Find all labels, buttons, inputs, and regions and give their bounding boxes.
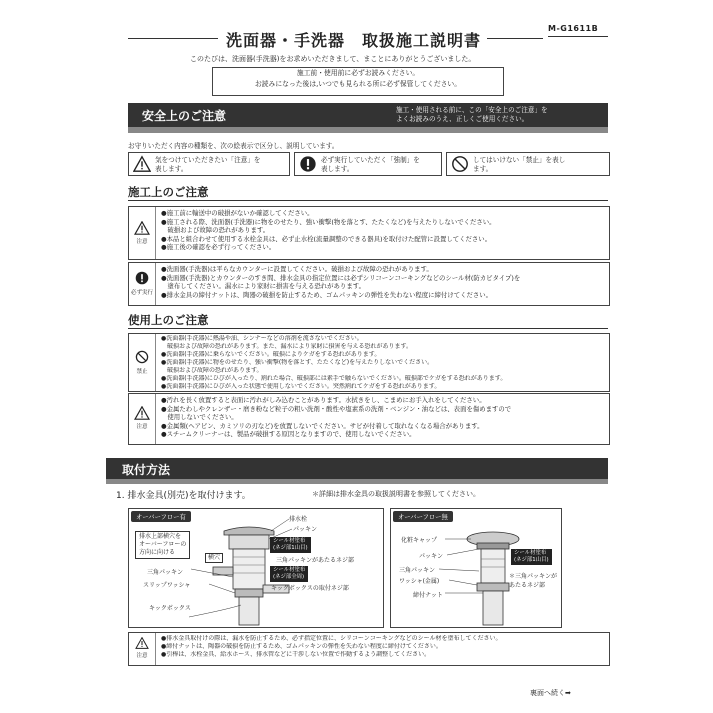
no-overflow-fitting-diagram xyxy=(390,508,562,628)
legend-mandatory xyxy=(294,152,442,176)
kick-box-thread-label: キックボックスの取付ネジ部 xyxy=(271,585,349,592)
caution-triangle-icon xyxy=(134,406,150,420)
triangle-packing-label: 三角パッキン xyxy=(399,567,435,574)
construction-rule xyxy=(128,200,608,201)
packing-label: パッキン xyxy=(419,553,443,560)
caution-triangle-icon xyxy=(135,637,149,649)
construction-mandatory-list xyxy=(161,265,520,299)
list-item: 破損および故障の恐れがあります。 xyxy=(161,226,270,235)
side-hole-label: 横穴 xyxy=(205,553,223,563)
construction-title: 施工上のご注意 xyxy=(128,185,209,199)
thanks-text: このたびは、洗面器(手洗器)をお求めいただきまして、まことにありがとうございました。 xyxy=(190,55,476,63)
usage-caution-list xyxy=(161,396,511,439)
list-item: ●スチームクリーナーは、製品が破損する原因となりますので、使用しないでください。 xyxy=(161,430,416,439)
legend-caution xyxy=(128,152,290,176)
title-rule-right xyxy=(487,38,543,39)
caution-triangle-icon xyxy=(133,155,151,173)
list-item: ●洗面器(手洗器)に乗らないでください。破損によりケガをする恐れがあります。 xyxy=(161,351,381,358)
prohibited-circle-icon xyxy=(135,350,149,364)
list-item: ●施工後の確認を必ず行ってください。 xyxy=(161,243,276,252)
mandatory-label: 必ず実行 xyxy=(130,290,153,296)
list-item: ●洗面器(手洗器)は平らなカウンターに設置してください。破損および故障の恐れがあります。 xyxy=(161,265,433,273)
sealant-tag: シール材塗布 (ネジ部1山目) xyxy=(270,537,311,553)
construction-caution-list xyxy=(161,209,496,252)
no-overflow-tag: オーバーフロー無 xyxy=(393,511,453,522)
prohibited-circle-icon xyxy=(451,155,469,173)
safety-banner-strip xyxy=(128,127,608,133)
list-item: ●洗面器(手洗器)に熱湯や油、シンナーなどの溶剤を流さないでください。 xyxy=(161,335,363,342)
caution-icon-cell xyxy=(129,207,156,259)
install-caution-box xyxy=(128,632,610,666)
mandatory-icon-cell xyxy=(129,263,156,305)
document-title: 洗面器・手洗器 取扱施工説明書 xyxy=(226,31,482,50)
caution-label: 注意 xyxy=(136,424,148,430)
list-item: 破損および故障の恐れがあります。また、漏水により家財に損害を与える恐れがあります。 xyxy=(161,343,413,350)
list-item: 塗布してください。漏水により家財に損害を与える恐れがあります。 xyxy=(161,282,365,291)
list-item: ●汚れを長く放置すると表面に汚れがしみ込むことがあります。水拭きをし、こまめにお手入れをしてください。 xyxy=(161,396,486,404)
lock-nut-label: 締付ナット xyxy=(413,592,443,599)
usage-caution-box xyxy=(128,393,610,445)
list-item: ●施工される際、洗面器(手洗器)に物をのせたり、強い衝撃(物を落とす、たたくなど)を与えたりしないでください。 xyxy=(161,217,496,226)
triangle-packing-thread-label: 三角パッキンがあたるネジ部 xyxy=(276,557,354,564)
triangle-packing-label: 三角パッキン xyxy=(147,569,183,576)
prohibited-icon-cell xyxy=(129,334,156,391)
thread-note: ＊三角パッキンが あたるネジ部 xyxy=(509,573,557,589)
safety-note-line: よくお読みのうえ、正しくご使用ください。 xyxy=(396,115,529,123)
legend-prohibited xyxy=(446,152,610,176)
document-code: M-G1611B xyxy=(548,24,599,33)
list-item: ●洗面器(手洗器)とカウンターのすき間、排水金具の指定位置には必ずシリコーンコーキングなどのシール材(防カビタイプ)を xyxy=(161,273,521,282)
caution-icon-cell xyxy=(129,633,156,665)
safety-title: 安全上のご注意 xyxy=(142,109,227,123)
construction-mandatory-box xyxy=(128,262,610,306)
install-banner xyxy=(106,458,608,479)
safety-note xyxy=(396,106,548,124)
prohibited-label: 禁止 xyxy=(136,369,148,375)
caution-label: 注意 xyxy=(136,653,148,659)
overflow-tag: オーバーフロー有 xyxy=(131,511,191,522)
sealant-tag: シール材塗布 (ネジ部1山目) xyxy=(511,549,552,565)
list-item: ●金属類(ヘアピン、カミソリの刃など)を放置しないでください。サビが付着して取れなくなる場合があります。 xyxy=(161,421,484,430)
list-item: ●金属たわしやクレンザー・磨き粉など粒子の粗い洗剤・酸性や塩素系の洗剤・ベンジン・油などは、表面を傷めますので xyxy=(161,404,512,413)
step-1-heading: 1. 排水金具(別売)を取付けます。 xyxy=(116,491,251,501)
overflow-fitting-diagram xyxy=(128,508,384,628)
caution-icon-cell xyxy=(129,394,156,444)
safety-note-line: 施工・使用される前に、この「安全上のご注意」を xyxy=(396,106,548,114)
mandatory-exclamation-icon xyxy=(135,271,149,285)
usage-rule xyxy=(128,328,608,329)
notice-line: お読みになった後は,いつでも見られる所に必ず保管してください。 xyxy=(254,80,462,88)
kick-box-label: キックボックス xyxy=(149,605,191,612)
list-item: ●排水金具取付けの際は、漏水を防止するため、必ず指定位置に、シリコーンコーキングなどのシール材を塗布してください。 xyxy=(161,635,502,642)
metal-washer-label: ワッシャ(金属) xyxy=(399,578,440,585)
legend-caution-text: 気をつけていただきたい「注意」を 表します。 xyxy=(155,156,261,173)
orientation-callout xyxy=(135,531,190,559)
read-notice-box xyxy=(212,67,504,96)
notice-line: 施工前・使用前に必ずお読みください。 xyxy=(296,69,420,77)
list-item: ●排水金具の締付ナットは、陶器の破損を防止するため、ゴムパッキンの弾性を失わない程度に締付けてください。 xyxy=(161,290,493,299)
slip-washer-label: スリップワッシャ xyxy=(143,582,191,589)
list-item: ●締付ナットは、陶器の破損を防止するため、ゴムパッキンの弾性を失わない程度に締付けてください。 xyxy=(161,643,442,650)
list-item: ●引棒は、水栓金具、給水ホース、排水管などに干渉しない位置で作動するよう調整してください。 xyxy=(161,651,431,658)
list-item: ●洗面器(手洗器)にひびが入ったり、割れた場合、破損部には素手で触らないでください。破損部でケガをする恐れがあります。 xyxy=(161,375,507,382)
packing-label: パッキン xyxy=(293,526,317,533)
legend-mandatory-text: 必ず実行していただく「強制」を 表します。 xyxy=(321,156,420,173)
title-rule-left xyxy=(128,38,218,39)
orientation-text: 方向に向ける xyxy=(139,549,176,556)
construction-caution-box xyxy=(128,206,610,260)
step-1-note: ＊詳細は排水金具の取扱説明書を参照してください。 xyxy=(312,490,480,498)
drain-plug-label: 排水栓 xyxy=(289,516,308,523)
code-rule xyxy=(548,36,608,37)
list-item: ●洗面器(手洗器)にひびが入った状態で使用しないでください。突然割れてケガをする恐れがあります。 xyxy=(161,383,441,390)
orientation-text: オーバーフローの xyxy=(139,541,187,548)
install-caution-list xyxy=(161,635,501,659)
decor-cap-label: 化粧キャップ xyxy=(401,537,438,544)
usage-prohibited-box xyxy=(128,333,610,392)
caution-triangle-icon xyxy=(134,221,150,235)
install-title: 取付方法 xyxy=(122,463,171,477)
list-item: 破損および故障の恐れがあります。 xyxy=(161,367,263,374)
mandatory-exclamation-icon xyxy=(299,155,317,173)
continued-next-page: 裏面へ続く➡ xyxy=(530,689,571,697)
list-item: ●本品と組合わせて使用する水栓金具は、必ず止水栓(流量調整のできる器具)を取付けた配管に設置してください。 xyxy=(161,234,492,243)
caution-label: 注意 xyxy=(136,239,148,245)
list-item: ●施工前に輸送中の破損がないか確認してください。 xyxy=(161,209,314,217)
orientation-text: 排水上部横穴を xyxy=(139,533,182,540)
list-item: 使用しないでください。 xyxy=(161,413,238,422)
usage-prohibited-list xyxy=(161,335,506,391)
legend-prohibited-text: してはいけない「禁止」を表し ます。 xyxy=(473,156,566,173)
install-banner-strip xyxy=(106,479,608,484)
list-item: ●洗面器(手洗器)に物をのせたり、強い衝撃(物を落とす、たたくなど)を与えたりしないでください。 xyxy=(161,359,434,366)
safety-banner xyxy=(128,103,608,127)
usage-title: 使用上のご注意 xyxy=(128,313,209,327)
sealant-tag: シール材塗布 (ネジ部全周) xyxy=(270,566,308,582)
categories-intro: お守りいただく内容の種類を、次の絵表示で区分し、説明しています。 xyxy=(128,142,339,150)
